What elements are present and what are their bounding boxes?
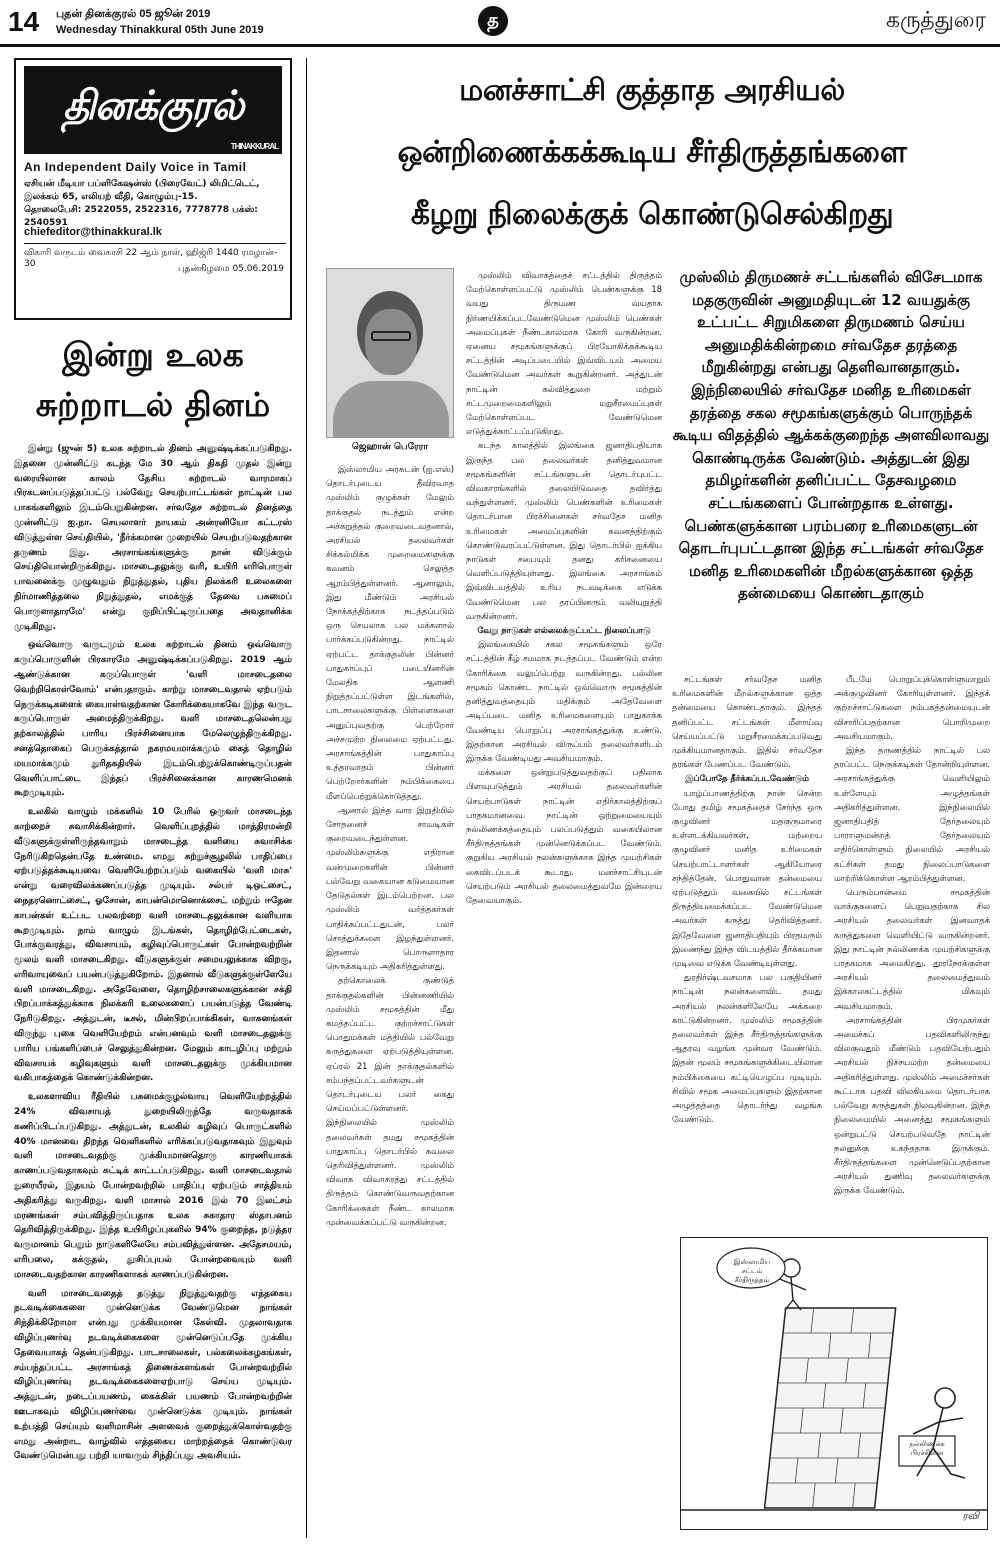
article-paragraph: இன்று (ஜுன் 5) உலக சுற்றாடல் தினம் அனுஷ்டிக்கப்படுகிறது. இதனை முன்னிட்டு கடந்த மே 30 ஆம் திகதி முதல் இன்று வரையிலான காலம் தேசிய சுற்றாடல் வாரமாகப் பிரகடனப்படுத்தப்பட்டு பல்வேறு செயற்பாட்டங்கள் நாட்டின் பல பாகங்களிலும் இடம்பெறுகின்றன. சர்வதேச சுற்றாடல் தினத்தை முன்னிட்டு ஐ.நா. செயலாளர் நாயகம் அன்ரனியோ கட்டரஸ் விடுத்துள்ள செய்தியில், 'நீர்க்கமான முறையில் செயற்படுவதற்கான தருணம் இது. அரசாங்கங்களுக்கு நான் விடுக்கும் செய்தியொன்றிருக்கிறது. மாசடைதலுக்கு வரி, உயிரி எரிபொருள் பாவனைக்கு முழுவதும் நிறுத்துதல், புதிய நிலக்கரி உலைகளை நிர்மாணித்தலை நிறுத்துதல், எமக்குத் தேவை பசுமைப் பொருளாதாரமே' என்று குறிப்பிட்டிருப்பதை அவதானிக்க முடிகிறது. (14, 444, 292, 632)
article-subhead: வேறு நாடுகள் எல்லைக்குட்பட்ட நிலைப்பாடு (477, 625, 651, 636)
newspaper-logo-icon: த (478, 6, 508, 36)
header-rule (0, 44, 1000, 47)
masthead-address (24, 178, 286, 230)
address-line: இலக்கம் 65, எலியற் வீதி, கொழும்பு-15. (24, 192, 198, 202)
address-line: ஏசியன் மீடியா பப்ளிகேஷன்ஸ் (பிரைவேட்) லிமிட்டெட், (24, 179, 260, 189)
article-column-3 (672, 672, 822, 1232)
article-paragraph: ஒவ்வொரு வருடமும் உலக சுற்றாடல் தினம் ஒவ்வொரு கருப்பொருளின் பிரகாரமே அனுஷ்டிக்கப்படுகிறது. 2019 ஆம் ஆண்டுக்கான கருப்பொருள் 'வளி மாசடைதலை வெற்றிகொள்வோம்' என்பதாகும். காற்று மாசடைவதால் ஏற்படும் நெருக்கடிகளைக் கையாள்வதற்கான கோரிக்கையாகவே இந்த வருட கருப்பொருள் அமைந்திருக்கிறது. வளி மாசடைதலென்பது தற்காலத்தில் பாரிய பிரச்சினையாக மேலெழுந்திருக்கிறது. சனத்தொகைப் பெருக்கத்தால் நகரமயமாக்கமும் கைத் தொழில் மயமாக்கமும் துரிதகதியில் இடம்பெற்றுக்கொண்டிருப்பதன் வெளிப்பாட்டை இந்தப் பிரச்சினைக்கான காரணமெனக் கூறமுடியும். (14, 640, 292, 799)
article-paragraph: முஸ்லிம் விவாகத்தைச் சட்டத்தில் திருத்தம் மேற்கொள்ளப்பட்டு முஸ்லிம் பெண்களுக்கு 18 வயது திருமண வயதாக நிர்ணயிக்கப்படவேண்டுமென முஸ்லிம் பெண்கள் அமைப்புகள் நீண்டகாலமாக கோரி வருகின்றன. ஏனைய சமூகங்களுக்குப் பிரயோகிக்கக்கூடிய சட்டத்தின் அடிப்படையில் இவ்விடயம் அமைய வேண்டுமென அவர்கள் கூறுகின்றனர். அத்துடன் நாட்டின் கல்வித்துறை மற்றும் சட்டமுறைமைகளிலும் மறுசீரமைப்புகள் மேற்கொள்ளப்பட வேண்டுமென எடுத்துக்காட்டப்படுகிறது. (466, 270, 662, 437)
headline-line: கீழறு நிலைக்குக் கொண்டுசெல்கிறது (410, 197, 894, 232)
header-dateline (56, 6, 264, 38)
header-line-english: Wednesday Thinakkural 05th June 2019 (56, 24, 264, 36)
page-header (0, 0, 1000, 44)
headline-line: மனச்சாட்சி குத்தாத அரசியல் (459, 73, 845, 108)
article-paragraph: வளி மாசடைவதைத் தடுத்து நிறுத்துவதற்கு எத்தகைய நடவடிக்கைகளை முன்னெடுக்க வேண்டுமென நாங்கள் சிந்திக்கிறோமா என்பது முக்கியமான கேள்வி. முதலாவதாக விழிப்புணர்வு நடவடிக்கைகளை முன்னெடுப்பதே முக்கிய தேவையாகத் தென்படுகிறது. பாடசாலைகள், பல்கலைக்கழகங்கள், சம்பந்தப்பட்ட அரசாங்கத் திணைக்களங்கள் போன்றவற்றில் விழிப்புணர்வு நடவடிக்கைகளைஏற்பாடு செய்ய முடியும். அத்துடன், நடைப்பயணம், கைக்கிள் பயணம் போன்றவற்றின் ஊடாகவும் விழிப்புணர்வை முன்னெடுக்க முடியும். நாங்கள் உற்பத்தி செய்யும் வளிமாசின் அளவைக் குறைத்துக்கொள்வதற்கு எமது அன்றாட வாழ்வில் எத்தகைய மாற்றத்தைக் கொண்டுவர வேண்டுமென்பது பற்றி யாவரும் சிந்திப்பது அவசியம். (14, 1288, 292, 1462)
masthead-logo (24, 66, 282, 154)
article-paragraph: இந்த தருணத்தில் நாட்டில் பல தரப்பட்ட நெருக்கடிகள் தோன்றியுள்ளன. அரசாங்கத்துக்கு வெளியிலும் உள்ளேயும் அழுத்தங்கள் அதிகரித்துள்ளன. இந்நிலையில் ஜனாதிபதித் தேர்தலையும் பாராளுமன்றத் தேர்தலையும் எதிர்கொள்ளும் நிலையில் அரசியல் கட்சிகள் தமது நிலைப்பாடுகளை மாற்றிக்கொள்ள ஆரம்பித்துள்ளன. (834, 745, 990, 883)
article-paragraph: உலகில் வாழும் மக்களில் 10 பேரில் ஒருவர் மாசடைந்த காற்றைச் சுவாசிக்கின்றார். வெளிப்புறத்தில் மாத்திரமன்றி வீடுகளுக்குள்ளிருந்தவாறும் மாசடைந்த வளியை சுவாசிக்க நேரிடுகிறதென்பதே உண்மை. எமது சுற்றுச்சூழலில் பாதிப்பை ஏற்படுத்தக்கூடியவை வெளியேற்றப்படும் வகையில் 'வளி மாசு' என்று வரைவிலக்கணப்படுத்த முடியும். சல்பர் டிஒட்சைட், நைதரனொட்சைட், ஓசோன், காபன்மொனொக்சைட் மற்றும் ஈதேன காபன்கள் உட்பட பலவற்றை வளி மாசடைதலுக்கான வளியாக கூறமுடியும். நாம் வாழும் இடங்கள், தொழிற்பேட்டைகள், போக்குவரத்து, விவசாயம், கழிவுப்பொருட்கள் போன்றவற்றின் மூலம் வளி மாசடைகிறது. வீடுகளுக்குள் சமையலுக்காக விறகு, எரிவாயுவைப் பயன்படுத்துகிறோம். இதனால் வீடுகளுக்குள்ளேயே வளி மாசடைகிறது. அதேவேளை, தொழிற்சாலைகளுக்கான சக்தி பிறப்பாக்கத்துக்காக நிலக்கரி உலைகளைப் பயன்படுத்த வேண்டி நேரிடுகிறது. அத்துடன், டீசல், மின்பிறப்பாக்கிகள், வாகனங்கள் விருந்து புகை வெளியேற்றம் என்பனவும் வளி மாசடைதலுக்கு பாரிய பங்களிப்பைச் செலுத்துகின்றன. மேலும் காடழிப்பு மற்றும் விவசாயக் கழிவுகளும் வளி மாசடைதலுக்கு முக்கியமான வகிபாகத்தைக் கொண்டுக்கின்றன. (14, 807, 292, 1084)
article-paragraph: ஆனால் இந்த வார இறுதியில் சோதனைச் சாவடிகள் குறைவடைந்துள்ளன. முஸ்லிம்களுக்கு எதிரான வன்முறைகளின் பின்னர் பல்வேறு வகையான கடுமையான தேடுதல்கள் இடம்பெற்றன. பல முஸ்லிம் வர்த்தகர்கள் பாதிக்கப்பட்டதுடன், பலர் சொத்துக்களை இழந்துள்ளனர். இதனால் பொருளாதார நெருக்கடியும் அதிகரித்துள்ளது. (326, 804, 454, 972)
photo-face (365, 309, 417, 375)
masthead-box (14, 58, 292, 320)
section-name: கருத்துரை (885, 8, 986, 33)
column-divider (306, 58, 307, 1538)
photo-glasses (371, 331, 411, 341)
editorial-body (14, 442, 292, 1537)
cartoon-sign-text: நல்லிணக்க பிரச்சினை (909, 1440, 945, 1457)
masthead-tagline: An Independent Daily Voice in Tamil (24, 160, 247, 174)
article-column-4 (834, 672, 990, 1232)
article-paragraph: தற்கொலைக் குண்டுத் தாக்குதல்களின் பின்னணியில் முஸ்லிம் சமூகத்தின் மீது சுமத்தப்பட்ட குற்றச்சாட்டுகள் பொதுமக்கள் மத்தியில் பல்வேறு கருத்துகளை ஏற்படுத்தியுள்ளன. ஏப்ரல் 21 இன் தாக்குதல்களில் சம்பந்தப்பட்டவர்களுடன் தொடர்புடைய பலர் கைது செய்யப்பட்டுள்ளனர். இந்நிலையில் முஸ்லிம் தலைவர்கள் தமது சமூகத்தின் பாதுகாப்பு தொடர்பில் கவலை தெரிவித்துள்ளனர். முஸ்லிம் விவாக விவாகரத்து சட்டத்தில் திருத்தம் கொண்டுவருவதற்கான கோரிக்கைகள் நீண்ட காலமாக முன்வைக்கப்பட்டு வருகின்றன. (326, 975, 454, 1227)
photo-shoulders (333, 381, 449, 438)
brick-wall (765, 1308, 896, 1508)
author-name: ஜெஹான் பெரேரா (351, 442, 429, 452)
author-photo (326, 268, 454, 438)
pull-quote: முஸ்லிம் திருமணச் சட்டங்களில் விசேடமாக மதகுருவின் அனுமதியுடன் 12 வயதுக்கு உட்பட்ட சிறுமிகளை திருமணம் செய்ய அனுமதிக்கின்றமை சர்வதேச தரத்தை மீறுகின்றது என்பது தெளிவானதாகும். இந்நிலையில் சர்வதேச மனித உரிமைகள் தரத்தை சகல சமூகங்களுக்கும் பொருந்தக் கூடிய விதத்தில் ஆக்கக்குறைந்த அளவிலாவது கொண்டிருக்க வேண்டும். அத்துடன் இது தமிழர்களின் தனிப்பட்ட தேசவழமை சட்டங்களைப் போன்றதாக உள்ளது. பெண்களுக்கான பரம்பரை உரிமைகளுடன் தொடர்புபட்டதான இந்த சட்டங்கள் சர்வதேச மனித உரிமைகளின் மீறல்களுக்கான ஒத்த தன்மையை கொண்டதாகும் (672, 268, 990, 603)
article-paragraph: இலங்கையில் சகல சமூகங்களும் ஒரே சட்டத்தின் கீழ் சமமாக நடத்தப்பட வேண்டும் என்ற கோரிக்கை வலுப்பெற்று வருகின்றது. பல்லின சமூகம் கொண்ட நாட்டில் ஒவ்வொரு சமூகத்தின் தனித்துவத்தையும் மதிக்கும் அதேவேளை அடிப்படை மனித உரிமைகளையும் பாதுகாக்க வேண்டிய பொறுப்பு அரசாங்கத்துக்கு உண்டு. இதற்கான அரசியல் விருப்பம் தலைவர்களிடம் இருக்க வேண்டியது அவசியமாகும். (466, 639, 662, 763)
masthead-logo-small: THINAKKURAL (230, 142, 278, 151)
article-paragraph: யாழ்ப்பாணத்திற்கு நான் சென்ற போது தமிழ் சமூகத்தைச் சேர்ந்த ஒரு குழுவினர் மதகுருமாரை உள்ளடக்கியவர்கள், மற்றைய குழுவினர் மனித உரிமைகள் செயற்பாட்டாளர்கள் ஆகியோரை சந்தித்தேன். பொதுவான தன்மையை ஏற்படுத்தும் வகையில் சட்டங்கள் திருத்தியமைக்கப்பட வேண்டுமென அவர்கள் கருத்து தெரிவித்தனர். இதேவேளை ஜனாதிபதியும் பிரதமரும் இணைந்து இந்த விடயத்தில் தீர்க்கமான முடிவை எடுக்க வேண்டியுள்ளது. (672, 787, 822, 969)
masthead-logo-text: தினக்குரல் (62, 83, 244, 129)
address-line: தொலைபேசி: 2522055, 2522316, 7778778 பக்ஸ்: 2540591 (24, 205, 258, 228)
masthead-divider (24, 243, 286, 244)
article-column-1 (326, 462, 454, 1537)
masthead-email-link[interactable]: chiefeditor@thinakkural.lk (24, 226, 162, 238)
editorial-cartoon (680, 1237, 988, 1530)
headline-line: ஒன்றிணைக்கக்கூடிய சீர்திருத்தங்களை (397, 135, 907, 170)
cartoon-speech: இஸ்லாமிய சட்டம் சீர்திருத்தம் (733, 1258, 771, 1284)
header-line-tamil: புதன் தினக்குரல் 05 ஜூன் 2019 (56, 8, 211, 20)
cartoonist-signature: ரவி (962, 1511, 979, 1522)
article-column-2 (466, 268, 662, 1537)
article-paragraph: இஸ்லாமிய அரசுடன் (ஐ.எஸ்) தொடர்புடைய தீவிரவாத முஸ்லிம் குழுக்கள் மேலும் தாக்குதல் நடத்தும் என்ற அச்சுறுத்தல் குறைவடைவதனால், அரசியல் தலைவர்கள் சிக்கல்மிக்க முறைமைகளுக்கு கவனம் செலுத்த ஆரம்பித்துள்ளனர். ஆனாலும், இது மீண்டும் அரசியல் நோக்கத்திற்காக நடத்தப்படும் ஒரு செயலாக பல மக்களால் பார்க்கப்படுகின்றது. நாட்டில் ஏற்பட்ட தாக்குதலின் பின்னர் பாதுகாப்புப் படையினரின் மேலதிக ஆளணி நிறுத்தப்பட்டுள்ள இடங்களில், பாடசாலைகளுக்கு பிள்ளைகளை அனுப்புவதற்கு பெற்றோர் அச்சமுற்ற நிலைமை ஏற்பட்டது. அரசாங்கத்தின் பாதுகாப்பு உத்தரவாதம் பின்னர் பெற்றோர்களின் நம்பிக்கையை மீளப்பெற்றுக்கொடுத்தது. (326, 464, 454, 801)
article-paragraph: பீடமே பொறுப்புக்கொள்ளுமாறும் அக்குழுவினர் கோரியுள்ளனர். இந்தக் குற்றச்சாட்டுகளை நம்பகத்தன்மையுடன் விசாரிப்பதற்கான பொறிமுறை அவசியமாகும். (834, 674, 990, 741)
article-paragraph: அரசாங்கத்தின் பிரமுகர்கள் அமைச்சுப் பதவிகளிலிருந்து விலகுவதும் மீண்டும் பதவியேற்பதும் அரசியல் நிச்சயமற்ற தன்மையை அதிகரித்துள்ளது. முஸ்லிம் அமைச்சர்கள் கூட்டாக பதவி விலகியமை தொடர்பாக பல்வேறு கருத்துகள் நிலவுகின்றன. இந்த நிலைமையில் அனைத்து சமூகங்களும் ஒன்றுபட்டு செயற்படுவதே நாட்டின் நலனுக்கு உகந்ததாக இருக்கும். சீர்திருத்தங்களை முன்னெடுப்பதற்கான அரசியல் துணிவு தலைவர்களுக்கு இருக்க வேண்டும். (834, 1014, 990, 1196)
masthead-calendar-date: விகாரி வருடம் வைகாசி 22 ஆம் நாள், ஹிஜ்ரி 1440 ரமழான்- 30 (24, 248, 278, 269)
article-paragraph: பெரும்பான்மை சமூகத்தின் வாக்குகளைப் பெறுவதற்காக சில அரசியல் தலைவர்கள் இனவாதக் கருத்துகளை வெளியிட்டு வருகின்றனர். இது நாட்டின் நல்லிணக்க முயற்சிகளுக்கு பாதகமாக அமைகிறது. தூரநோக்குள்ள அரசியல் தலைமைத்துவம் இக்காலகட்டத்தில் மிகவும் அவசியமாகும். (834, 887, 990, 1011)
article-paragraph: மக்களை ஒன்றுபடுத்துவதற்குப் பதிலாக பிளவுபடுத்தும் அரசியல் தலைவர்களின் செயற்பாடுகள் நாட்டின் எதிர்காலத்திற்குப் பாதகமானவை. நாட்டின் ஒற்றுமையையும் நல்லிணக்கத்தையும் பலப்படுத்தும் வகையிலான சீர்திருத்தங்கள் முன்னெடுக்கப்பட வேண்டும். குறுகிய அரசியல் நலன்களுக்காக இந்த முயற்சிகள் கைவிடப்படக் கூடாது. மனச்சாட்சியுடன் செயற்படும் அரசியல் தலைமைத்துவமே இன்றைய தேவையாகும். (466, 767, 662, 905)
article-paragraph: உலகளாவிய ரீதியில் பசுமைக்குழல்வாயு வெளியேற்றத்தில் 24% விவசாயத் துறையிலிருந்தே வருவதாகக் கணிப்பிடப்படுகிறது. அத்துடன், உலகில் கழிவுப் பொருட்களில் 40% மானவை திறந்த வெளிகளில் எரிக்கப்படுவதாகவும் இதுவும் வளி மாசடைவதற்கு முக்கியமானதொரு காரணியாகக் காணப்படுவதாகவும் சுட்டிக் காட்டப்படுகிறது. வளி மாசடைவதால் நுரையீரல், இதயம் போன்றவற்றில் பாதிப்பு ஏற்படும் சாத்தியம் அதிகரித்து வருகிறது. வளி மாசால் 2016 இல் 70 இலட்சம் மரணங்கள் சம்பவித்திருப்பதாக உலக சுகாதார ஸ்தாபனம் தெரிவித்திருக்கிறது. இந்த உயிரிழப்புகளில் 94% குறைந்த, நடுத்தர வருமானம் பெறும் நாடுகளிலேயே சம்பவித்துள்ளன. அதேசமயம், எரிபலை, கக்குதல், தூசிப்புயல் போன்றவையும் வளி மாசடைவதற்கான காரணிகளாகக் காணப்படுகின்றன. (14, 1092, 292, 1280)
editorial-title: இன்று உலக சுற்றாடல் தினம் (35, 335, 271, 424)
page-number: 14 (8, 6, 40, 37)
article-paragraph: கடந்த காலத்தில் இலங்கை ஜனாதிபதியாக இருந்த பல தலைவர்கள் தனித்துவமான சமூகங்களின் சட்டங்களுடன் தொடர்புபட்ட விவகாரங்களில் தலையிடுவதை தவிர்த்து வந்துள்ளனர். முஸ்லிம் பெண்களின் உரிமைகள் தொடர்பான பிரச்சினைகள் சர்வதேச மனித உரிமைகள் அமைப்புகளின் கவனத்திற்கும் கொண்டுவரப்பட்டுள்ளன. இது தொடர்பில் ஐக்கிய நாடுகள் சபையும் தனது கரிசனையை வெளிப்படுத்தியுள்ளது. இலங்கை அரசாங்கம் இவ்விடயத்தில் உரிய நடவடிக்கை எடுக்க வேண்டுமென பல தரப்பினரும் வலியுறுத்தி வருகின்றனர். (466, 440, 662, 621)
article-subhead: இப்போதே தீர்க்கப்படவேண்டும் (685, 773, 809, 784)
article-paragraph: சட்டங்கள் சர்வதேச மனித உரிமைகளின் மீறல்களுக்கான ஒத்த தன்மையை கொண்டதாகும். இந்தத் தனிப்பட்ட சட்டங்கள் மீளாய்வு செய்யப்பட்டு மறுசீரமைக்கப்படுவது முக்கியமானதாகும். இதில் சர்வதேச தரங்கள் பேணப்பட வேண்டும். (672, 674, 822, 770)
article-paragraph: துரதிர்ஷ்டவசமாக பல பகுதியினர் நாட்டின் நலன்களைவிட தமது அரசியல் நலன்களிலேயே அக்கறை காட்டுகின்றனர். முஸ்லிம் சமூகத்தின் தலைவர்கள் இந்த சீர்திருத்தங்களுக்கு ஆதரவு வழங்க முன்வர வேண்டும். இதன் மூலம் சமூகங்களுக்கிடையிலான நம்பிக்கையை கட்டியெழுப்ப முடியும். சிவில் சமூக அமைப்புகளும் இதற்கான அழுத்தத்தை தொடர்ந்து வழங்க வேண்டும். (672, 972, 822, 1125)
article-headline (318, 60, 986, 246)
masthead-weekday-date: புதன்கிழமை 05.06.2019 (177, 264, 284, 274)
